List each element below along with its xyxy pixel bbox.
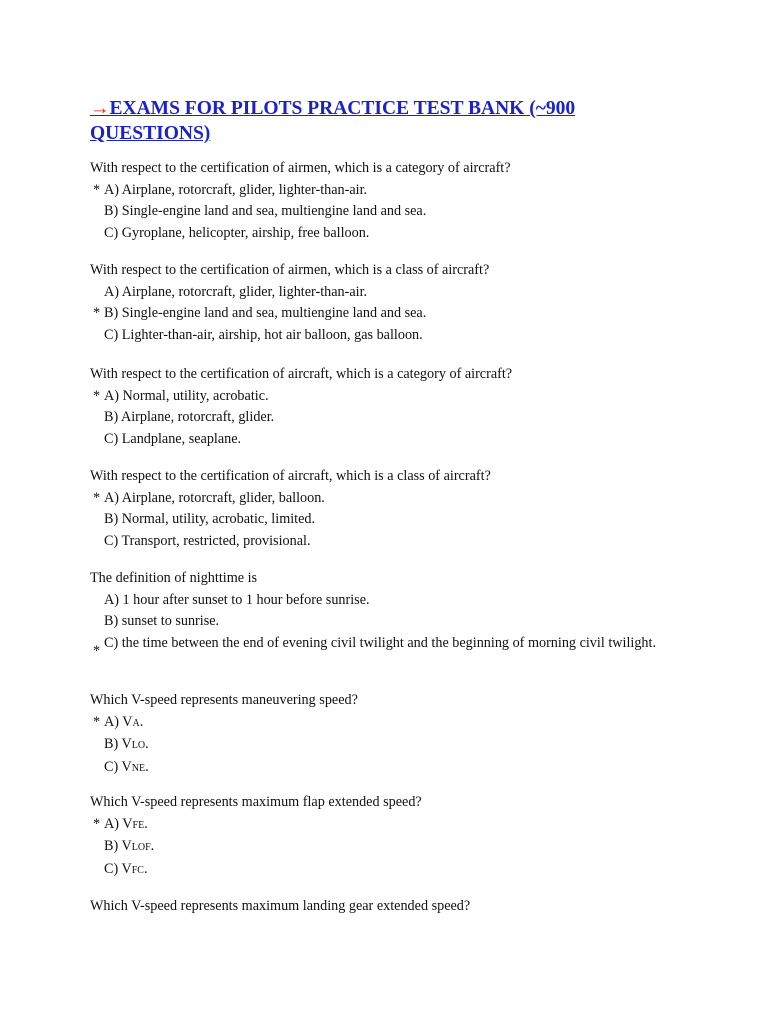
answer-option-b [90, 407, 690, 429]
option-text: B) V [104, 736, 132, 752]
option-text: A) Airplane, rotorcraft, glider, lighter-than-air. [104, 283, 368, 300]
v-speed-subscript: LOF [131, 842, 151, 853]
question-stem: With respect to the certification of airmen, which is a category of aircraft? [90, 160, 511, 176]
option-text: C) Lighter-than-air, airship, hot air balloon, gas balloon. [104, 326, 423, 343]
answer-option-c [90, 325, 690, 347]
v-speed-subscript: LO [131, 740, 146, 751]
option-text-end: . [145, 736, 149, 752]
answer-option-b [90, 836, 690, 859]
option-text-end: . [139, 713, 144, 730]
question-stem: With respect to the certification of aircraft, which is a category of aircraft? [90, 366, 513, 382]
option-text: C) the time between the end of evening civil twilight and the beginning of morning civil twilight. [104, 634, 657, 651]
arrow-icon: → [90, 98, 110, 119]
correct-answer-marker: * [93, 181, 101, 198]
option-text: A) Normal, utility, acrobatic. [104, 387, 269, 404]
answer-option-b [90, 509, 690, 531]
option-text-end: . [150, 838, 155, 854]
correct-answer-marker: * [93, 305, 101, 321]
option-text: A) Airplane, rotorcraft, glider, balloon. [104, 489, 325, 506]
option-text-end: . [143, 860, 148, 877]
answer-option-a [90, 590, 690, 612]
answer-option-c [90, 859, 690, 882]
option-text: C) V [104, 860, 132, 877]
page-title-link[interactable] [90, 96, 690, 146]
option-text: B) sunset to sunrise. [104, 613, 220, 629]
option-text: B) Airplane, rotorcraft, glider. [104, 409, 275, 425]
question-stem: Which V-speed represents maximum flap extended speed? [90, 794, 422, 810]
question-3 [90, 364, 690, 450]
question-stem: Which V-speed represents maximum landing gear extended speed? [90, 898, 471, 914]
answer-option-b [90, 303, 690, 325]
answer-option-c [90, 531, 690, 553]
answer-option-a [90, 814, 690, 837]
option-text: C) Landplane, seaplane. [104, 430, 242, 447]
option-text: B) Normal, utility, acrobatic, limited. [104, 511, 316, 527]
question-7 [90, 792, 690, 881]
v-speed-subscript: FE [132, 819, 145, 831]
answer-option-c [90, 757, 690, 780]
answer-option-a [90, 386, 690, 408]
answer-option-c [90, 633, 690, 659]
correct-answer-marker: * [93, 387, 101, 404]
question-stem: The definition of nighttime is [90, 570, 258, 586]
option-text: A) 1 hour after sunset to 1 hour before sunrise. [104, 591, 370, 608]
question-6 [90, 690, 690, 779]
v-speed-subscript: A [132, 717, 140, 729]
answer-option-a [90, 488, 690, 510]
page-title: EXAMS FOR PILOTS PRACTICE TEST BANK (~900 QUESTIONS) [90, 98, 576, 144]
question-2 [90, 260, 690, 346]
question-1 [90, 158, 690, 244]
option-text: A) Airplane, rotorcraft, glider, lighter-than-air. [104, 181, 368, 198]
correct-answer-marker: * [93, 713, 101, 730]
answer-option-a [90, 180, 690, 202]
option-text: C) V [104, 758, 132, 775]
question-8 [90, 896, 690, 918]
option-text: C) Transport, restricted, provisional. [104, 532, 311, 549]
option-text: C) Gyroplane, helicopter, airship, free balloon. [104, 224, 370, 241]
answer-option-c [90, 223, 690, 245]
option-text-end: . [144, 815, 148, 832]
answer-option-b [90, 611, 690, 633]
correct-answer-marker: * [93, 642, 101, 659]
question-5 [90, 568, 690, 659]
correct-answer-marker: * [93, 489, 101, 506]
option-text: B) V [104, 838, 132, 854]
answer-option-a [90, 712, 690, 735]
question-4 [90, 466, 690, 552]
option-text: A) V [104, 815, 133, 832]
option-text-end: . [145, 758, 149, 775]
option-text: A) V [104, 713, 133, 730]
answer-option-a [90, 282, 690, 304]
question-stem: With respect to the certification of airmen, which is a class of aircraft? [90, 262, 490, 278]
option-text: B) Single-engine land and sea, multiengine land and sea. [104, 203, 427, 219]
answer-option-b [90, 201, 690, 223]
answer-option-c [90, 429, 690, 451]
correct-answer-marker: * [93, 815, 101, 832]
question-stem: With respect to the certification of aircraft, which is a class of aircraft? [90, 468, 491, 484]
option-text: B) Single-engine land and sea, multiengine land and sea. [104, 305, 427, 321]
question-stem: Which V-speed represents maneuvering speed? [90, 692, 358, 708]
v-speed-subscript: NE [131, 762, 146, 774]
answer-option-b [90, 734, 690, 757]
v-speed-subscript: FC [131, 864, 144, 876]
